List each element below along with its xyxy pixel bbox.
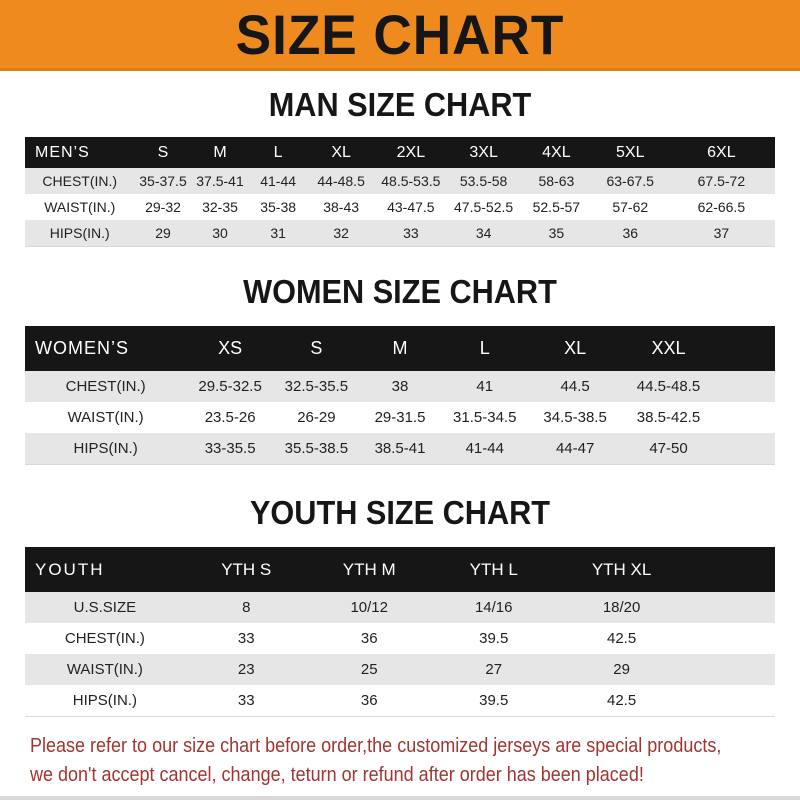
column-header: 6XL <box>707 143 736 161</box>
table-header-row <box>25 547 775 592</box>
bottom-edge-strip <box>0 796 800 800</box>
column-header: XL <box>564 338 587 358</box>
cell-value: 57-62 <box>612 199 649 215</box>
cell-value: 62-66.5 <box>697 199 746 215</box>
table-title-cell: WOMEN’S <box>35 338 129 358</box>
size-table <box>25 547 775 717</box>
column-header: 4XL <box>542 143 571 161</box>
cell-value: 38-43 <box>323 199 360 215</box>
size-chart-banner <box>0 0 800 71</box>
cell-value: 29 <box>155 225 171 241</box>
banner-title: SIZE CHART <box>235 2 565 66</box>
column-header: YTH M <box>342 559 396 579</box>
table-row <box>25 371 775 402</box>
youth-size-table <box>25 547 775 717</box>
row-label: CHEST(IN.) <box>64 630 145 647</box>
table-row <box>25 402 775 433</box>
cell-value: 29-32 <box>145 199 181 215</box>
cell-value: 36 <box>360 630 378 647</box>
cell-value: 23.5-26 <box>204 409 256 426</box>
cell-value: 47-50 <box>649 440 688 457</box>
cell-value: 30 <box>212 225 228 241</box>
cell-value: 27 <box>485 661 503 678</box>
table-row <box>25 168 775 194</box>
spacer-cell <box>686 547 775 592</box>
cell-value: 39.5 <box>479 692 509 709</box>
cell-value: 41-44 <box>260 173 297 189</box>
women-size-table <box>25 326 775 465</box>
cell-value: 67.5-72 <box>697 173 746 189</box>
cell-value: 38.5-42.5 <box>636 409 701 426</box>
cell-value: 33 <box>403 225 419 241</box>
disclaimer-line-1: Please refer to our size chart before order,the customized jerseys are special products, <box>30 735 722 757</box>
table-row <box>25 592 775 623</box>
row-label: HIPS(IN.) <box>72 692 137 709</box>
column-header: YTH S <box>221 559 272 579</box>
column-header: L <box>273 143 283 161</box>
cell-value: 25 <box>360 661 378 678</box>
column-header: 2XL <box>396 143 426 161</box>
cell-value: 33-35.5 <box>204 440 256 457</box>
table-row <box>25 623 775 654</box>
column-header: M <box>392 338 408 358</box>
cell-value: 31 <box>270 225 286 241</box>
cell-value: 26-29 <box>297 409 336 426</box>
cell-value: 34.5-38.5 <box>543 409 607 426</box>
column-header: XL <box>331 143 351 161</box>
row-label: WAIST(IN.) <box>67 409 144 426</box>
cell-value: 35-37.5 <box>139 173 187 189</box>
women-size-chart-heading: WOMEN SIZE CHART <box>243 273 557 310</box>
cell-value: 29.5-32.5 <box>198 378 262 395</box>
table-row <box>25 194 775 220</box>
table-row <box>25 654 775 685</box>
men-size-table <box>25 137 775 247</box>
table-header-row <box>25 137 775 168</box>
spacer-cell <box>686 592 775 623</box>
table-title-cell: MEN’S <box>35 143 90 161</box>
cell-value: 42.5 <box>606 692 637 709</box>
cell-value: 32-35 <box>202 199 238 215</box>
cell-value: 44.5-48.5 <box>636 378 701 395</box>
column-header: L <box>479 338 490 358</box>
column-header: XS <box>218 338 243 358</box>
cell-value: 29 <box>613 661 630 678</box>
cell-value: 38.5-41 <box>374 440 426 457</box>
cell-value: 39.5 <box>479 630 509 647</box>
cell-value: 32.5-35.5 <box>284 378 349 395</box>
cell-value: 35-38 <box>260 199 297 215</box>
spacer-cell <box>715 371 775 402</box>
cell-value: 41-44 <box>465 440 504 457</box>
cell-value: 18/20 <box>602 599 641 616</box>
cell-value: 32 <box>333 225 349 241</box>
cell-value: 44-47 <box>555 440 595 457</box>
cell-value: 48.5-53.5 <box>381 173 441 189</box>
cell-value: 14/16 <box>474 599 513 616</box>
cell-value: 42.5 <box>606 630 637 647</box>
row-label: HIPS(IN.) <box>49 225 110 241</box>
cell-value: 53.5-58 <box>459 173 508 189</box>
size-table <box>25 326 775 465</box>
row-label: WAIST(IN.) <box>44 199 116 215</box>
row-label: HIPS(IN.) <box>73 440 138 457</box>
spacer-cell <box>686 654 775 685</box>
cell-value: 38 <box>391 378 409 395</box>
column-header: M <box>213 143 227 161</box>
spacer-cell <box>686 623 775 654</box>
cell-value: 37.5-41 <box>196 173 244 189</box>
cell-value: 63-67.5 <box>606 173 654 189</box>
column-header: XXL <box>651 338 686 358</box>
column-header: S <box>310 338 323 358</box>
row-label: CHEST(IN.) <box>65 378 146 395</box>
cell-value: 33 <box>237 630 255 647</box>
man-size-chart-heading: MAN SIZE CHART <box>268 86 532 123</box>
table-title-cell: YOUTH <box>35 559 105 579</box>
size-table <box>25 137 775 247</box>
spacer-cell <box>686 685 775 717</box>
cell-value: 41 <box>476 378 494 395</box>
cell-value: 37 <box>713 225 730 241</box>
order-disclaimer <box>0 732 800 790</box>
column-header: 5XL <box>616 143 645 161</box>
row-label: WAIST(IN.) <box>66 661 143 678</box>
column-header: S <box>157 143 169 161</box>
column-header: 3XL <box>469 143 498 161</box>
cell-value: 44.5 <box>560 378 590 395</box>
row-label: U.S.SIZE <box>73 599 137 616</box>
table-row <box>25 220 775 247</box>
cell-value: 29-31.5 <box>374 409 426 426</box>
table-row <box>25 433 775 465</box>
cell-value: 35 <box>548 225 565 241</box>
cell-value: 36 <box>360 692 378 709</box>
cell-value: 47.5-52.5 <box>454 199 514 215</box>
cell-value: 35.5-38.5 <box>284 440 349 457</box>
cell-value: 44-48.5 <box>317 173 365 189</box>
cell-value: 8 <box>242 599 251 616</box>
spacer-cell <box>715 326 775 371</box>
cell-value: 43-47.5 <box>387 199 435 215</box>
cell-value: 10/12 <box>350 599 388 616</box>
youth-size-chart-heading: YOUTH SIZE CHART <box>249 494 551 531</box>
cell-value: 23 <box>237 661 255 678</box>
column-header: YTH L <box>469 559 518 579</box>
cell-value: 33 <box>237 692 255 709</box>
cell-value: 52.5-57 <box>532 199 581 215</box>
disclaimer-line-2: we don't accept cancel, change, teturn or refund after order has been placed! <box>30 764 644 786</box>
row-label: CHEST(IN.) <box>42 173 118 189</box>
table-header-row <box>25 326 775 371</box>
cell-value: 31.5-34.5 <box>453 409 517 426</box>
table-row <box>25 685 775 717</box>
cell-value: 36 <box>622 225 639 241</box>
cell-value: 34 <box>475 225 492 241</box>
column-header: YTH XL <box>591 559 652 579</box>
cell-value: 58-63 <box>538 173 575 189</box>
spacer-cell <box>715 402 775 433</box>
spacer-cell <box>715 433 775 465</box>
